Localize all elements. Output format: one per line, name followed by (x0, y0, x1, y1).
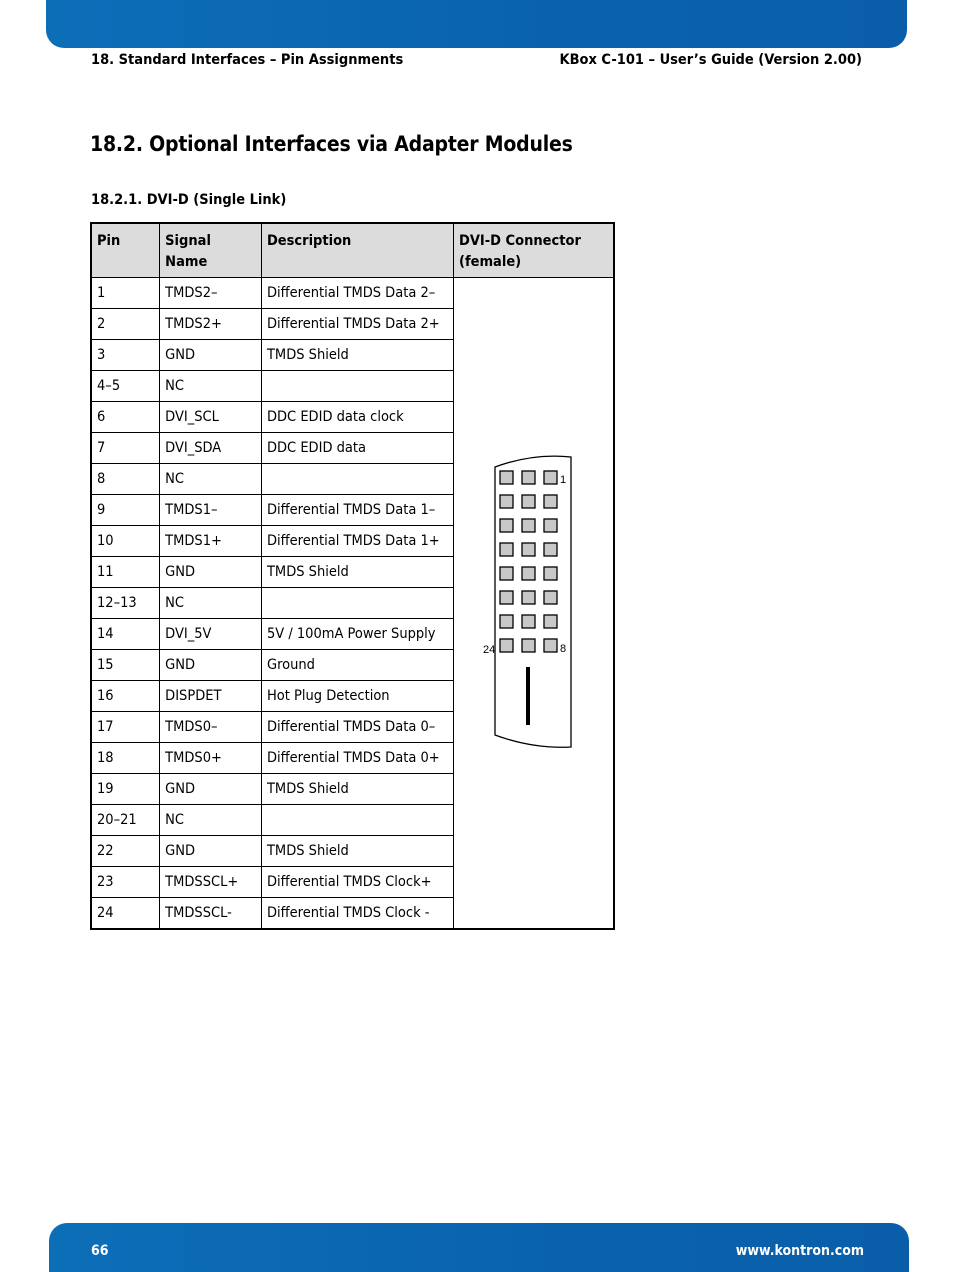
connector-pin (522, 519, 535, 532)
pin-cell: 4–5 (91, 370, 160, 401)
signal-name-cell: TMDSSCL- (160, 897, 262, 929)
signal-name-cell: TMDS1+ (160, 525, 262, 556)
table-row (91, 277, 614, 308)
signal-name-cell: GND (160, 556, 262, 587)
signal-name-cell: DVI_5V (160, 618, 262, 649)
description-cell: 5V / 100mA Power Supply (261, 618, 453, 649)
signal-name-cell: TMDS2+ (160, 308, 262, 339)
description-cell: Differential TMDS Data 0– (261, 711, 453, 742)
connector-pin (500, 639, 513, 652)
connector-pin (500, 591, 513, 604)
connector-pin (500, 495, 513, 508)
connector-pin (500, 615, 513, 628)
running-head-document: KBox C-101 – User’s Guide (Version 2.00) (559, 52, 862, 68)
table-header-row (91, 223, 614, 277)
ground-blade (526, 667, 530, 725)
description-cell: Differential TMDS Data 1+ (261, 525, 453, 556)
connector-pin (544, 615, 557, 628)
description-cell: DDC EDID data clock (261, 401, 453, 432)
page-number: 66 (91, 1243, 109, 1259)
connector-pin (544, 567, 557, 580)
pin-cell: 9 (91, 494, 160, 525)
description-cell (261, 463, 453, 494)
pin-cell: 23 (91, 866, 160, 897)
signal-name-cell: NC (160, 463, 262, 494)
connector-pin (544, 639, 557, 652)
pin-cell: 17 (91, 711, 160, 742)
pin-cell: 15 (91, 649, 160, 680)
signal-name-cell: GND (160, 339, 262, 370)
connector-pin (522, 639, 535, 652)
description-cell: Differential TMDS Clock+ (261, 866, 453, 897)
pin-assignment-table (90, 222, 615, 930)
signal-name-cell: TMDSSCL+ (160, 866, 262, 897)
pin-cell: 18 (91, 742, 160, 773)
description-cell: TMDS Shield (261, 773, 453, 804)
description-cell (261, 804, 453, 835)
connector-pin (544, 591, 557, 604)
pin-label-1: 1 (560, 473, 567, 486)
signal-name-cell: NC (160, 804, 262, 835)
description-cell: Hot Plug Detection (261, 680, 453, 711)
footer-bar (49, 1223, 909, 1272)
signal-name-cell: GND (160, 835, 262, 866)
connector-pin (544, 495, 557, 508)
pin-cell: 20–21 (91, 804, 160, 835)
connector-pin (500, 567, 513, 580)
pin-cell: 19 (91, 773, 160, 804)
signal-name-cell: TMDS1– (160, 494, 262, 525)
column-header-description: Description (261, 223, 453, 277)
footer-url: www.kontron.com (735, 1243, 864, 1259)
description-cell (261, 370, 453, 401)
column-header-connector: DVI-D Connector (female) (453, 223, 614, 277)
pin-cell: 11 (91, 556, 160, 587)
connector-pin (544, 471, 557, 484)
description-cell: Differential TMDS Data 2+ (261, 308, 453, 339)
section-title: 18.2. Optional Interfaces via Adapter Modules (90, 132, 573, 156)
description-cell: Differential TMDS Clock - (261, 897, 453, 929)
connector-diagram-cell (453, 277, 614, 929)
signal-name-cell: GND (160, 649, 262, 680)
pin-label-8: 8 (560, 642, 567, 655)
connector-pin (522, 615, 535, 628)
header-bar (46, 0, 907, 48)
description-cell: DDC EDID data (261, 432, 453, 463)
signal-name-cell: NC (160, 370, 262, 401)
description-cell: TMDS Shield (261, 339, 453, 370)
connector-pin (544, 519, 557, 532)
pin-cell: 6 (91, 401, 160, 432)
description-cell: Ground (261, 649, 453, 680)
pin-cell: 24 (91, 897, 160, 929)
description-cell (261, 587, 453, 618)
signal-name-cell: GND (160, 773, 262, 804)
signal-name-cell: DVI_SCL (160, 401, 262, 432)
signal-name-cell: TMDS2– (160, 277, 262, 308)
description-cell: Differential TMDS Data 2– (261, 277, 453, 308)
column-header-signal-name: Signal Name (160, 223, 262, 277)
connector-pin (500, 519, 513, 532)
pin-cell: 1 (91, 277, 160, 308)
connector-pin (544, 543, 557, 556)
pin-cell: 10 (91, 525, 160, 556)
dvi-d-connector-diagram (483, 453, 583, 753)
signal-name-cell: TMDS0+ (160, 742, 262, 773)
pin-cell: 7 (91, 432, 160, 463)
pin-cell: 22 (91, 835, 160, 866)
connector-pin (500, 543, 513, 556)
description-cell: TMDS Shield (261, 556, 453, 587)
pin-label-24: 24 (483, 643, 496, 656)
description-cell: Differential TMDS Data 0+ (261, 742, 453, 773)
subsection-title: 18.2.1. DVI-D (Single Link) (91, 192, 287, 208)
connector-pin (500, 471, 513, 484)
pin-cell: 14 (91, 618, 160, 649)
connector-pin (522, 543, 535, 556)
description-cell: Differential TMDS Data 1– (261, 494, 453, 525)
description-cell: TMDS Shield (261, 835, 453, 866)
running-head-chapter: 18. Standard Interfaces – Pin Assignments (91, 52, 404, 68)
signal-name-cell: NC (160, 587, 262, 618)
signal-name-cell: DVI_SDA (160, 432, 262, 463)
column-header-pin: Pin (91, 223, 160, 277)
connector-pin (522, 567, 535, 580)
connector-pin (522, 471, 535, 484)
pin-cell: 8 (91, 463, 160, 494)
pin-cell: 3 (91, 339, 160, 370)
pin-cell: 12–13 (91, 587, 160, 618)
pin-cell: 16 (91, 680, 160, 711)
pin-cell: 2 (91, 308, 160, 339)
signal-name-cell: DISPDET (160, 680, 262, 711)
connector-pin (522, 495, 535, 508)
signal-name-cell: TMDS0– (160, 711, 262, 742)
connector-pin (522, 591, 535, 604)
